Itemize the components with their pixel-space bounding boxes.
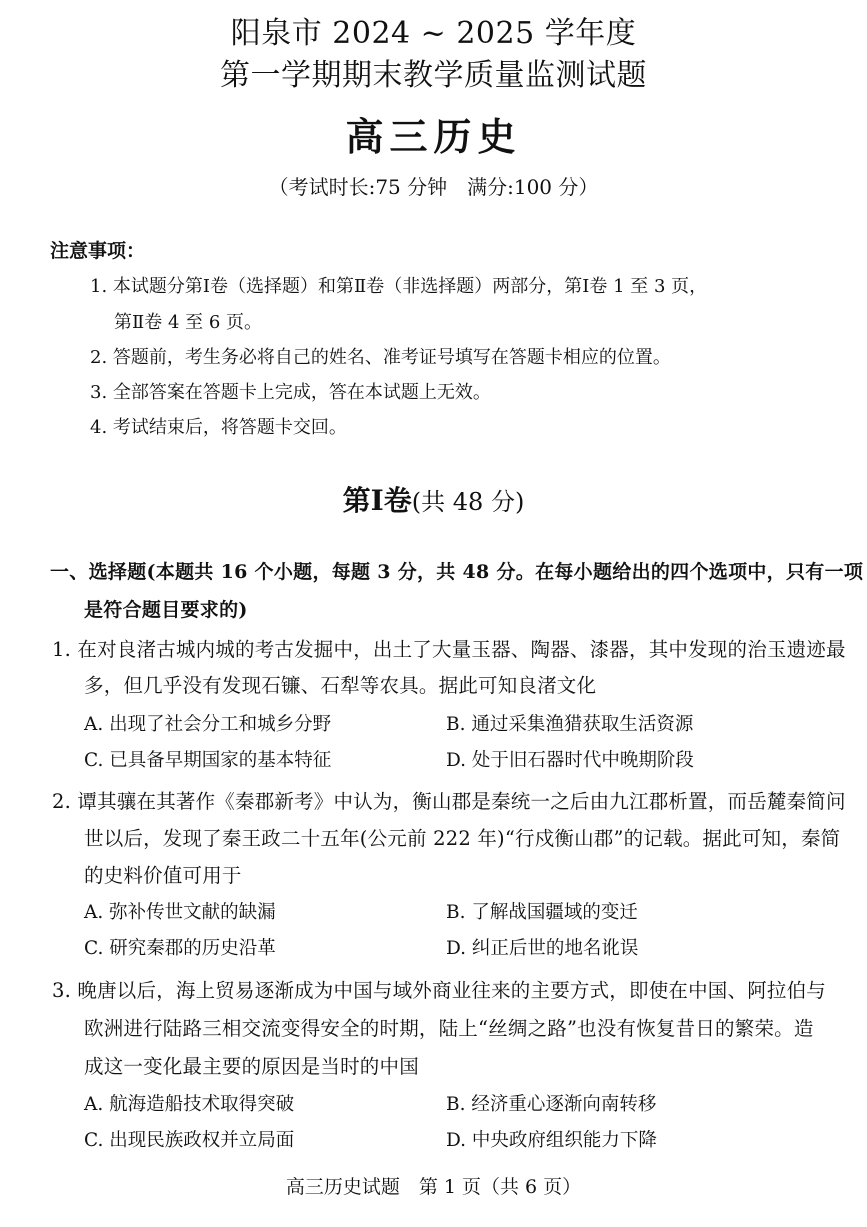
question-1-option-c: C. 已具备早期国家的基本特征 — [84, 750, 332, 771]
question-1-option-a: A. 出现了社会分工和城乡分野 — [84, 714, 332, 735]
question-2-option-c: C. 研究秦郡的历史沿革 — [84, 938, 276, 959]
volume-points: (共 48 分) — [411, 488, 525, 516]
question-2-line: 的史料价值可用于 — [84, 864, 242, 887]
notice-title: 注意事项： — [50, 240, 146, 262]
exam-info: （考试时长:75 分钟 满分:100 分） — [268, 175, 599, 199]
question-1-line: 1. 在对良渚古城内城的考古发掘中，出土了大量玉器、陶器、漆器，其中发现的治玉遗迹最 — [52, 638, 846, 661]
question-1-option-d: D. 处于旧石器时代中晚期阶段 — [446, 750, 694, 771]
question-3-option-c: C. 出现民族政权并立局面 — [84, 1130, 295, 1151]
volume-heading — [0, 479, 867, 519]
question-3-line: 3. 晚唐以后，海上贸易逐渐成为中国与域外商业往来的主要方式，即使在中国、阿拉伯与 — [52, 979, 827, 1002]
notice-item: 2. 答题前，考生务必将自己的姓名、准考证号填写在答题卡相应的位置。 — [90, 347, 671, 368]
question-2-line: 世以后，发现了秦王政二十五年(公元前 222 年)“行戍衡山郡”的记载。据此可知，秦简 — [84, 827, 841, 850]
notice-item: 1. 本试题分第Ⅰ卷（选择题）和第Ⅱ卷（非选择题）两部分，第Ⅰ卷 1 至 3 页， — [90, 276, 708, 297]
question-2-option-d: D. 纠正后世的地名讹误 — [446, 938, 639, 959]
volume-title: 第Ⅰ卷 — [342, 484, 412, 517]
exam-title-line1: 阳泉市 2024 ~ 2025 学年度 — [230, 16, 637, 51]
question-2-option-b: B. 了解战国疆域的变迁 — [446, 902, 638, 923]
question-1-line: 多，但几乎没有发现石镰、石犁等农具。据此可知良渚文化 — [84, 674, 597, 697]
exam-title-line2: 第一学期期末教学质量监测试题 — [220, 58, 647, 93]
question-3-line: 欧洲进行陆路三相交流变得安全的时期，陆上“丝绸之路”也没有恢复昔日的繁荣。造 — [84, 1017, 814, 1040]
page-footer: 高三历史试题 第 1 页（共 6 页） — [285, 1176, 582, 1198]
question-3-option-a: A. 航海造船技术取得突破 — [84, 1094, 295, 1115]
section-heading-cont: 是符合题目要求的) — [84, 599, 248, 621]
notice-item: 3. 全部答案在答题卡上完成，答在本试题上无效。 — [90, 382, 491, 403]
notice-item: 4. 考试结束后，将答题卡交回。 — [90, 417, 347, 438]
question-3-option-b: B. 经济重心逐渐向南转移 — [446, 1094, 657, 1115]
notice-item: 第Ⅱ卷 4 至 6 页。 — [114, 312, 263, 333]
question-3-option-d: D. 中央政府组织能力下降 — [446, 1130, 657, 1151]
question-3-line: 成这一变化最主要的原因是当时的中国 — [84, 1055, 419, 1078]
section-heading: 一、选择题(本题共 16 个小题，每题 3 分，共 48 分。在每小题给出的四个选项中，只有一项 — [50, 561, 864, 583]
question-1-option-b: B. 通过采集渔猎获取生活资源 — [446, 714, 694, 735]
question-2-option-a: A. 弥补传世文献的缺漏 — [84, 902, 276, 923]
question-2-line: 2. 谭其骧在其著作《秦郡新考》中认为，衡山郡是秦统一之后由九江郡析置，而岳麓秦简问 — [52, 790, 846, 813]
subject-title: 高三历史 — [345, 114, 522, 159]
